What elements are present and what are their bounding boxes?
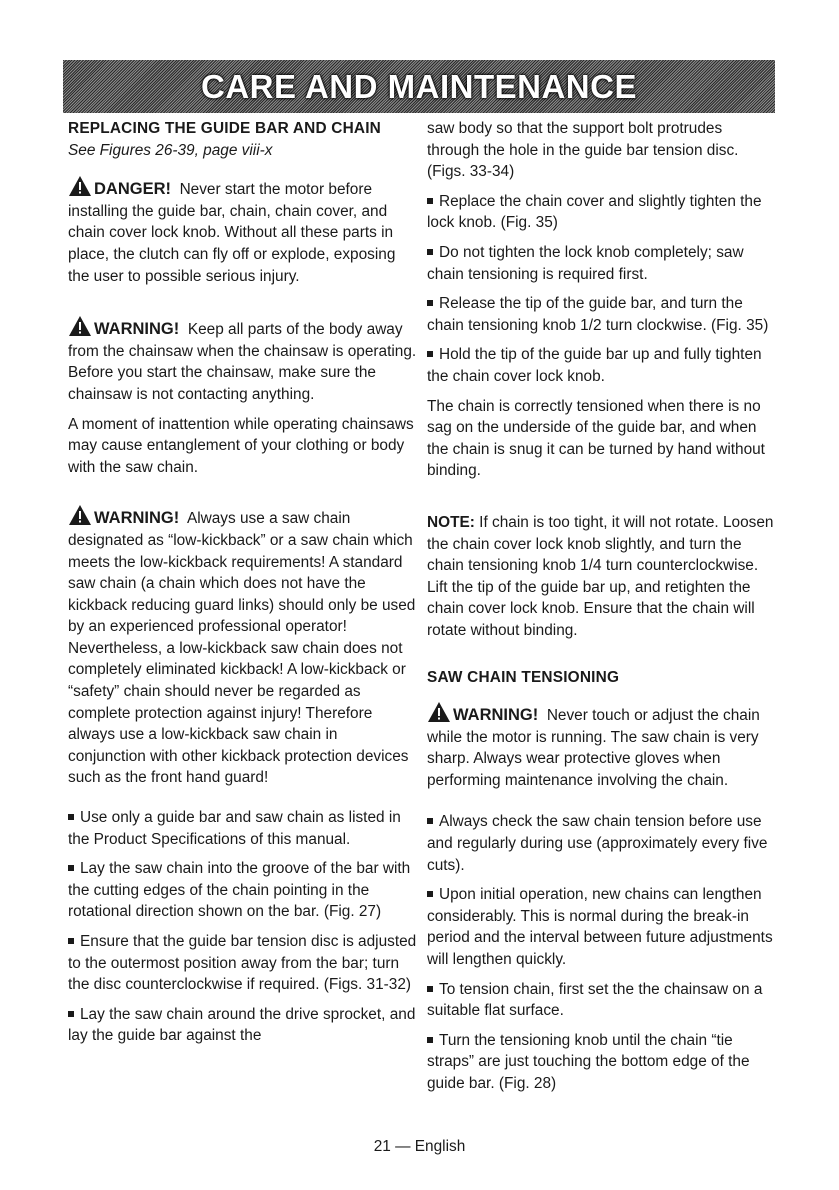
bullet-item: Turn the tensioning knob until the chain “tie straps” are just touching the bottom edge of the guide bar. (Fig. 28) <box>427 1030 777 1095</box>
warning-notice-chain <box>427 701 777 791</box>
warning-label: WARNING! <box>94 320 180 339</box>
bullet-item: Always check the saw chain tension before use and regularly during use (approximately every five cuts). <box>427 811 777 876</box>
section-heading: SAW CHAIN TENSIONING <box>427 669 620 687</box>
bullet-item: To tension chain, first set the the chainsaw on a suitable flat surface. <box>427 979 777 1022</box>
bullet-item: Do not tighten the lock knob completely; saw chain tensioning is required first. <box>427 242 777 285</box>
warning-text: Keep all parts of the body away from the chainsaw when the chainsaw is operating. Before you start the chainsaw, make sure the chainsaw is not contacting anything. <box>68 321 417 403</box>
bullet-item: Lay the saw chain around the drive sprocket, and lay the guide bar against the <box>68 1004 418 1047</box>
safety-alert-icon <box>427 701 451 723</box>
danger-notice <box>68 175 418 287</box>
safety-alert-icon <box>68 315 92 337</box>
tension-check-paragraph: The chain is correctly tensioned when there is no sag on the underside of the guide bar, and when the chain is snug it can be turned by hand without binding. <box>427 397 765 480</box>
left-column <box>68 118 418 1055</box>
safety-alert-icon <box>68 504 92 526</box>
warning-notice-body <box>68 315 418 405</box>
bullet-item: Replace the chain cover and slightly tighten the lock knob. (Fig. 35) <box>427 191 777 234</box>
warning-text: Never touch or adjust the chain while the motor is running. The saw chain is very sharp. Always wear protective gloves when performing maintenance involving the chain. <box>427 707 760 789</box>
bullet-item: Upon initial operation, new chains can lengthen considerably. This is normal during the break-in period and the interval between future adjustments will lengthen quickly. <box>427 884 777 970</box>
section-banner <box>63 60 775 113</box>
warning-text: Always use a saw chain designated as “low-kickback” or a saw chain which meets the low-kickback requirements! A standard saw chain (a chain which does not have the kickback reducing guard links) should only be used by an experienced professional operator! Nevertheless, a low-kickback saw chain does not completely eliminated kickback! A low-kickback or “safety” chain should never be regarded as complete protection against injury! Therefore always use a low-kickback saw chain in conjunction with other kickback protection devices such as the front hand guard! <box>68 510 416 787</box>
bullet-item: Use only a guide bar and saw chain as listed in the Product Specifications of this manual. <box>68 807 418 850</box>
section-heading: REPLACING THE GUIDE BAR AND CHAIN <box>68 120 381 137</box>
figure-reference: See Figures 26-39, page viii-x <box>68 141 273 159</box>
page-footer: 21 — English <box>373 1138 466 1155</box>
danger-text: Never start the motor before installing the guide bar, chain, chain cover, and chain cover lock knob. Without all these parts in place, the clutch can fly off or explode, exposing the user to possible serious injury. <box>68 181 396 285</box>
warning-label: WARNING! <box>453 706 539 725</box>
bullet-item: Hold the tip of the guide bar up and fully tighten the chain cover lock knob. <box>427 344 777 387</box>
inattention-paragraph: A moment of inattention while operating chainsaws may cause entanglement of your clothing or body with the saw chain. <box>68 415 414 476</box>
warning-label: WARNING! <box>94 509 180 528</box>
note-text: If chain is too tight, it will not rotate. Loosen the chain cover lock knob slightly, and turn the chain tensioning knob 1/4 turn counterclockwise. Lift the tip of the guide bar up, and retighten the chain cover lock knob. Ensure that the chain will rotate without binding. <box>427 513 774 639</box>
warning-notice-kickback <box>68 504 418 789</box>
section-title: CARE AND MAINTENANCE <box>201 67 637 105</box>
continuation-paragraph: saw body so that the support bolt protrudes through the hole in the guide bar tension disc. (Figs. 33-34) <box>427 120 739 181</box>
danger-label: DANGER! <box>94 180 171 199</box>
note-label: NOTE: <box>427 513 475 531</box>
bullet-item: Lay the saw chain into the groove of the bar with the cutting edges of the chain pointing in the rotational direction shown on the bar. (Fig. 27) <box>68 858 418 923</box>
right-column <box>427 118 777 1103</box>
bullet-item: Release the tip of the guide bar, and turn the chain tensioning knob 1/2 turn clockwise. (Fig. 35) <box>427 293 777 336</box>
note-paragraph <box>427 512 777 642</box>
safety-alert-icon <box>68 175 92 197</box>
bullet-item: Ensure that the guide bar tension disc is adjusted to the outermost position away from the bar; turn the disc counterclockwise if required. (Figs. 31-32) <box>68 931 418 996</box>
